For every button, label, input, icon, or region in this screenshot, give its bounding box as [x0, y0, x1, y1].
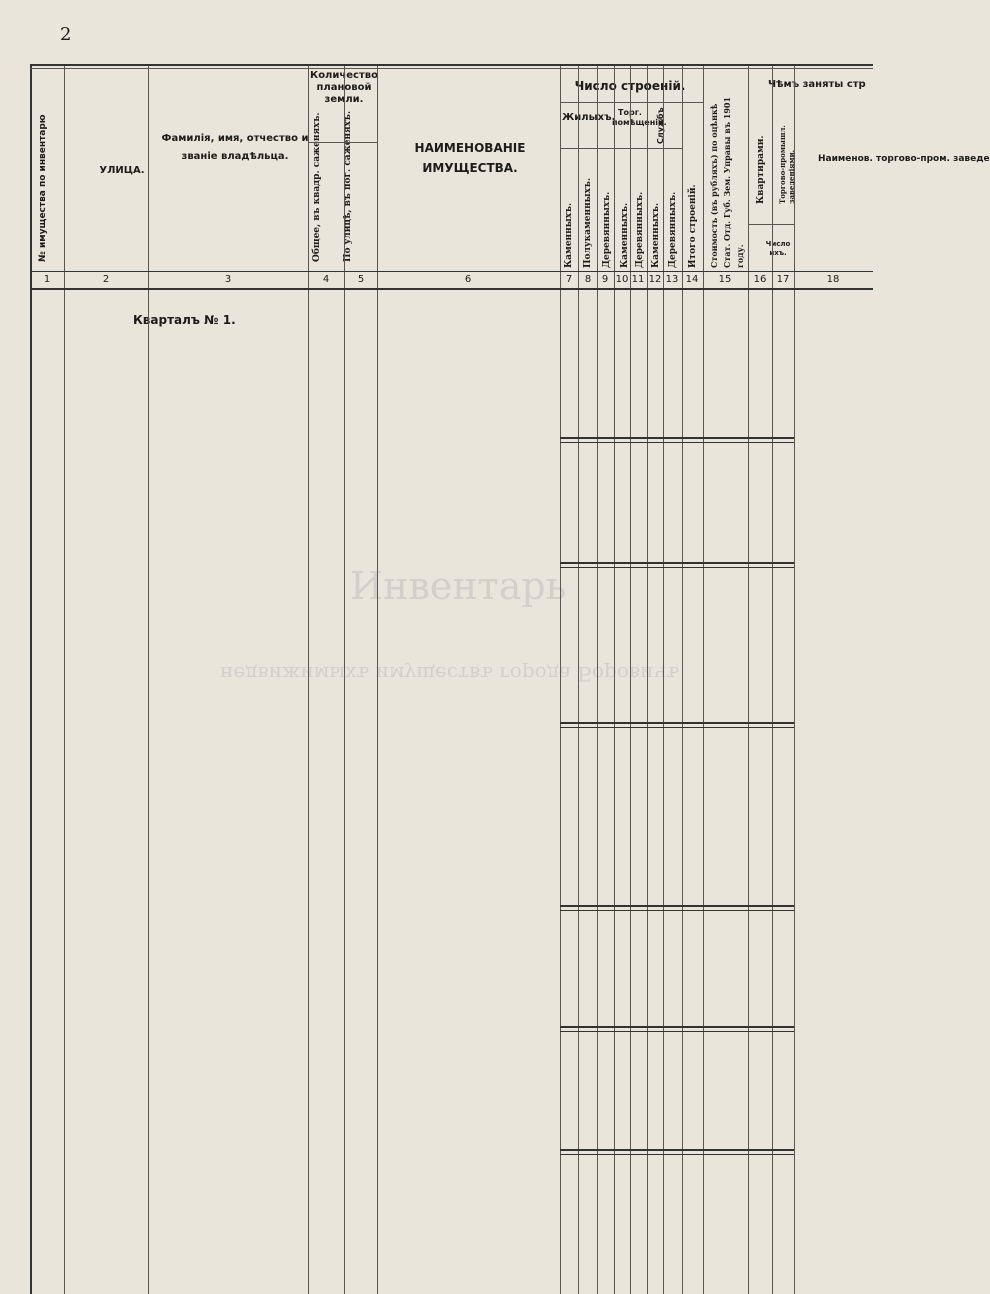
land-group-rule	[308, 142, 377, 143]
column-number: 6	[464, 274, 472, 285]
header-area: Общее, въ квадр. саженяхъ.	[312, 112, 322, 262]
subtotal-rule	[560, 722, 794, 728]
column-rule	[794, 64, 795, 1294]
header-total-buildings: Итого строеній.	[688, 184, 698, 268]
subtotal-rule	[560, 905, 794, 911]
table-left-border	[30, 64, 32, 1294]
header-inventory-no: № имущества по инвентарю	[38, 114, 48, 262]
column-number: 17	[776, 274, 790, 285]
stamp-inventory: Инвентарь	[350, 564, 567, 608]
page-number: 2	[60, 24, 72, 45]
column-rule	[377, 64, 378, 1294]
header-flats: Квартирами.	[756, 135, 766, 204]
column-number: 5	[357, 274, 365, 285]
header-c8: Полукаменныхъ.	[583, 177, 593, 268]
header-service: Службъ	[656, 107, 665, 144]
table-top-inner-rule	[30, 68, 873, 69]
subtotal-rule	[560, 562, 794, 568]
column-number: 4	[322, 274, 330, 285]
trade-count-rule	[748, 224, 794, 225]
header-occupied: Чѣмъ заняты стр	[768, 79, 866, 90]
subtotal-rule	[560, 1026, 794, 1032]
column-number: 7	[565, 274, 573, 285]
column-rule	[703, 64, 704, 1294]
column-number: 11	[631, 274, 645, 285]
column-rule	[614, 64, 615, 1294]
buildings-group-rule	[560, 102, 703, 103]
header-c7: Каменныхъ.	[564, 202, 574, 268]
column-number: 13	[665, 274, 679, 285]
subtotal-rule	[560, 437, 794, 443]
column-rule	[597, 64, 598, 1294]
column-number: 16	[753, 274, 767, 285]
header-trade-name: Наименов. торгово-пром. заведе	[818, 154, 990, 164]
header-property: НАИМЕНОВАНІЕ ИМУЩЕСТВА.	[414, 141, 526, 175]
header-trade-est: Торгово-промышл. заведеніями.	[778, 125, 796, 204]
column-rule	[663, 64, 664, 1294]
header-c10: Каменныхъ.	[620, 202, 630, 268]
column-number: 10	[615, 274, 629, 285]
column-rule	[748, 64, 749, 1294]
buildings-sub-rule	[560, 148, 682, 149]
column-rule	[344, 64, 345, 1294]
column-rule	[148, 64, 149, 1294]
column-number: 3	[224, 274, 232, 285]
column-number: 2	[102, 274, 110, 285]
column-number: 12	[648, 274, 662, 285]
column-number: 15	[718, 274, 732, 285]
column-rule	[64, 64, 65, 1294]
header-trade: Торг. помѣщеній.	[612, 108, 667, 127]
column-rule	[682, 64, 683, 1294]
header-buildings: Число строеній.	[574, 79, 686, 93]
header-c11: Деревянныхъ.	[635, 191, 645, 268]
header-c13: Деревянныхъ.	[668, 191, 678, 268]
column-number: 8	[584, 274, 592, 285]
table-top-border	[30, 64, 873, 66]
column-rule	[308, 64, 309, 1294]
header-street: УЛИЦА.	[99, 165, 145, 176]
column-rule	[578, 64, 579, 1294]
header-frontage: По улицѣ, въ пог. саженяхъ.	[343, 110, 353, 262]
subtotal-rule	[560, 1149, 794, 1155]
header-residential: Жилыхъ.	[562, 112, 616, 123]
header-bottom-rule	[30, 271, 873, 272]
header-count: Число ихъ.	[765, 240, 791, 257]
column-number: 18	[826, 274, 840, 285]
header-owner: Фамилія, имя, отчество и званіе владѣльца.	[161, 133, 309, 162]
quarter-title: Кварталъ № 1.	[133, 313, 236, 327]
column-rule	[560, 64, 561, 1294]
header-c9: Деревянныхъ.	[602, 191, 612, 268]
header-land: Количество плановой земли.	[310, 70, 378, 105]
column-number: 1	[43, 274, 51, 285]
header-value: Стоимость (въ рубляхъ) по оцѣнкѣ Стат. Отд. Губ. Зем. Управы въ 1901 году.	[709, 96, 745, 268]
column-number: 14	[685, 274, 699, 285]
col-number-rule	[30, 288, 873, 290]
inventory-table	[30, 64, 990, 1294]
column-rule	[772, 64, 773, 1294]
column-rule	[647, 64, 648, 1294]
stamp-subtitle: недвижимыхъ имуществъ города Боровичъ	[220, 662, 680, 686]
header-c12: Каменныхъ.	[651, 202, 661, 268]
column-rule	[630, 64, 631, 1294]
column-number: 9	[601, 274, 609, 285]
